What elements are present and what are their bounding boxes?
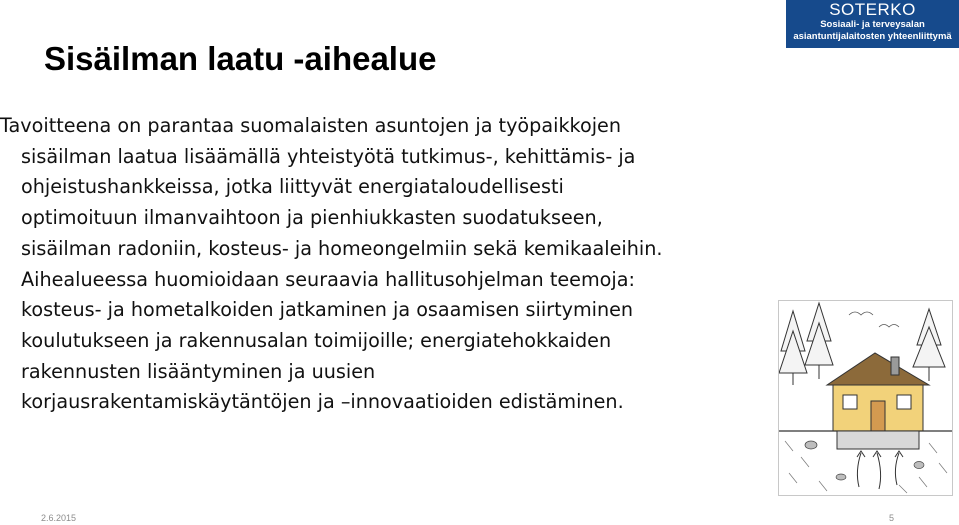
body-paragraph <box>0 111 790 418</box>
radon-arrow-icon <box>857 451 903 489</box>
body-line: rakennusten lisääntyminen ja uusien <box>21 359 376 383</box>
tree-icon <box>805 303 833 379</box>
logo-name: SOTERKO <box>829 0 916 19</box>
body-line: korjausrakentamiskäytäntöjen ja –innovaatioiden edistäminen. <box>21 390 624 414</box>
page-number: 5 <box>889 513 895 523</box>
body-line: sisäilman radoniin, kosteus- ja homeongelmiin sekä kemikaaleihin. <box>21 236 663 260</box>
logo-subtitle-2: asiantuntijalaitosten yhteenliittymä <box>793 31 952 42</box>
footer-date: 2.6.2015 <box>41 513 77 523</box>
logo-subtitle-1: Sosiaali- ja terveysalan <box>820 19 925 30</box>
tree-icon <box>779 311 807 385</box>
body-line: kosteus- ja hometalkoiden jatkaminen ja osaamisen siirtyminen <box>21 298 634 322</box>
body-line: Aihealueessa huomioidaan seuraavia hallitusohjelman teemoja: <box>21 267 635 291</box>
body-line: koulutukseen ja rakennusalan toimijoille; energiatehokkaiden <box>21 328 612 352</box>
slide-title: Sisäilman laatu -aihealue <box>44 40 437 77</box>
body-line: sisäilman laatua lisäämällä yhteistyötä tutkimus-, kehittämis- ja <box>21 144 636 168</box>
body-line: optimoituun ilmanvaihtoon ja pienhiukkasten suodatukseen, <box>21 206 603 230</box>
tree-icon <box>913 309 945 381</box>
body-line: ohjeistushankkeissa, jotka liittyvät energiataloudellisesti <box>21 175 564 199</box>
soterko-logo <box>786 0 959 48</box>
body-line: Tavoitteena on parantaa suomalaisten asuntojen ja työpaikkojen <box>0 114 622 137</box>
house-radon-illustration <box>778 300 953 496</box>
